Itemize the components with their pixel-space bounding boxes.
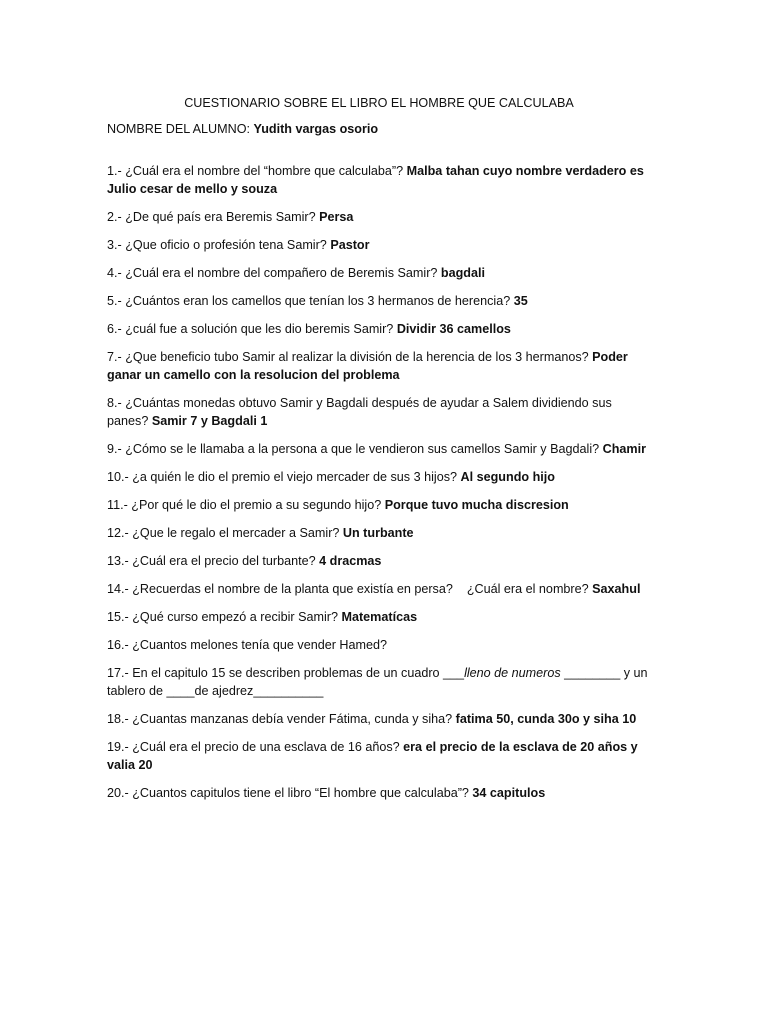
- question-number: 11.-: [107, 498, 132, 512]
- question-text: ¿Por qué le dio el premio a su segundo hijo?: [131, 498, 385, 512]
- question-text: ¿Cuántos eran los camellos que tenían los 3 hermanos de herencia?: [125, 294, 514, 308]
- question-text: ¿Cuál era el nombre del compañero de Beremis Samir?: [125, 266, 441, 280]
- question-text: ¿Cuál era el precio del turbante?: [132, 554, 320, 568]
- question-text: ¿Cuál era el nombre del “hombre que calculaba”?: [125, 164, 407, 178]
- question-number: 9.-: [107, 442, 126, 456]
- question-number: 4.-: [107, 266, 126, 280]
- question-19: [107, 738, 652, 774]
- question-text: ¿Que oficio o profesión tena Samir?: [125, 238, 331, 252]
- question-text-continued: ________ y un tablero de ____de ajedrez__________: [107, 666, 648, 698]
- answer-text: 35: [513, 294, 528, 308]
- answer-text: Pastor: [330, 238, 370, 252]
- question-7: [107, 348, 652, 384]
- question-number: 6.-: [107, 322, 126, 336]
- question-1: [107, 162, 652, 198]
- question-16: [107, 636, 652, 654]
- question-8: [107, 394, 652, 430]
- question-number: 3.-: [107, 238, 126, 252]
- answer-text: bagdali: [440, 266, 485, 280]
- question-text: ¿Cuantos melones tenía que vender Hamed?: [132, 638, 388, 652]
- answer-text: Un turbante: [342, 526, 414, 540]
- question-text: ¿De qué país era Beremis Samir?: [125, 210, 320, 224]
- answer-text: 4 dracmas: [319, 554, 382, 568]
- question-5: [107, 292, 652, 310]
- question-number: 19.-: [107, 740, 133, 754]
- question-text: ¿Cómo se le llamaba a la persona a que le vendieron sus camellos Samir y Bagdali?: [125, 442, 603, 456]
- question-text: ¿a quién le dio el premio el viejo mercader de sus 3 hijos?: [132, 470, 461, 484]
- question-text: ¿cuál fue a solución que les dio beremis Samir?: [125, 322, 397, 336]
- question-text: ¿Qué curso empezó a recibir Samir?: [132, 610, 342, 624]
- question-2: [107, 208, 652, 226]
- question-text: ¿Que beneficio tubo Samir al realizar la división de la herencia de los 3 hermanos?: [125, 350, 593, 364]
- question-number: 10.-: [107, 470, 133, 484]
- answer-text: Persa: [319, 210, 354, 224]
- answer-text: Matematícas: [341, 610, 418, 624]
- answer-text: era el precio de la esclava de 20 años y valia 20: [107, 740, 638, 772]
- question-number: 13.-: [107, 554, 133, 568]
- answer-text: Porque tuvo mucha discresion: [384, 498, 569, 512]
- answer-text: Saxahul: [592, 582, 641, 596]
- question-17: [107, 664, 652, 700]
- answer-text: fatima 50, cunda 30o y siha 10: [455, 712, 637, 726]
- question-number: 8.-: [107, 396, 126, 410]
- question-text: ¿Cuántas monedas obtuvo Samir y Bagdali después de ayudar a Salem dividiendo sus panes?: [107, 396, 612, 428]
- question-13: [107, 552, 652, 570]
- answer-text: Chamir: [602, 442, 647, 456]
- question-15: [107, 608, 652, 626]
- student-label: NOMBRE DEL ALUMNO:: [107, 122, 254, 136]
- question-text: ¿Cuál era el precio de una esclava de 16 años?: [132, 740, 404, 754]
- question-text: ¿Recuerdas el nombre de la planta que existía en persa? ¿Cuál era el nombre?: [132, 582, 593, 596]
- question-number: 14.-: [107, 582, 133, 596]
- question-18: [107, 710, 652, 728]
- question-number: 2.-: [107, 210, 126, 224]
- question-text: ¿Que le regalo el mercader a Samir?: [132, 526, 343, 540]
- answer-text: Al segundo hijo: [460, 470, 555, 484]
- question-number: 1.-: [107, 164, 126, 178]
- answer-text: Dividir 36 camellos: [396, 322, 511, 336]
- question-6: [107, 320, 652, 338]
- question-10: [107, 468, 652, 486]
- question-11: [107, 496, 652, 514]
- answer-text: 34 capitulos: [472, 786, 546, 800]
- student-name-line: [107, 120, 652, 138]
- question-4: [107, 264, 652, 282]
- document-content: [107, 94, 652, 812]
- answer-text: Samir 7 y Bagdali 1: [151, 414, 268, 428]
- answer-text: lleno de numeros: [464, 666, 561, 680]
- student-name: Yudith vargas osorio: [253, 122, 379, 136]
- question-number: 15.-: [107, 610, 133, 624]
- question-3: [107, 236, 652, 254]
- question-number: 20.-: [107, 786, 133, 800]
- question-text: ¿Cuantos capitulos tiene el libro “El hombre que calculaba”?: [132, 786, 473, 800]
- question-14: [107, 580, 652, 598]
- question-number: 16.-: [107, 638, 133, 652]
- question-number: 17.-: [107, 666, 133, 680]
- question-number: 7.-: [107, 350, 126, 364]
- answer-text: Malba tahan cuyo nombre verdadero es Julio cesar de mello y souza: [107, 164, 644, 196]
- answer-text: Poder ganar un camello con la resolucion del problema: [107, 350, 628, 382]
- question-12: [107, 524, 652, 542]
- question-20: [107, 784, 652, 802]
- question-number: 12.-: [107, 526, 133, 540]
- question-9: [107, 440, 652, 458]
- question-number: 5.-: [107, 294, 126, 308]
- question-number: 18.-: [107, 712, 133, 726]
- document-title: CUESTIONARIO SOBRE EL LIBRO EL HOMBRE QUE CALCULABA: [184, 96, 574, 110]
- question-text: En el capitulo 15 se describen problemas de un cuadro ___: [132, 666, 465, 680]
- question-text: ¿Cuantas manzanas debía vender Fátima, cunda y siha?: [132, 712, 456, 726]
